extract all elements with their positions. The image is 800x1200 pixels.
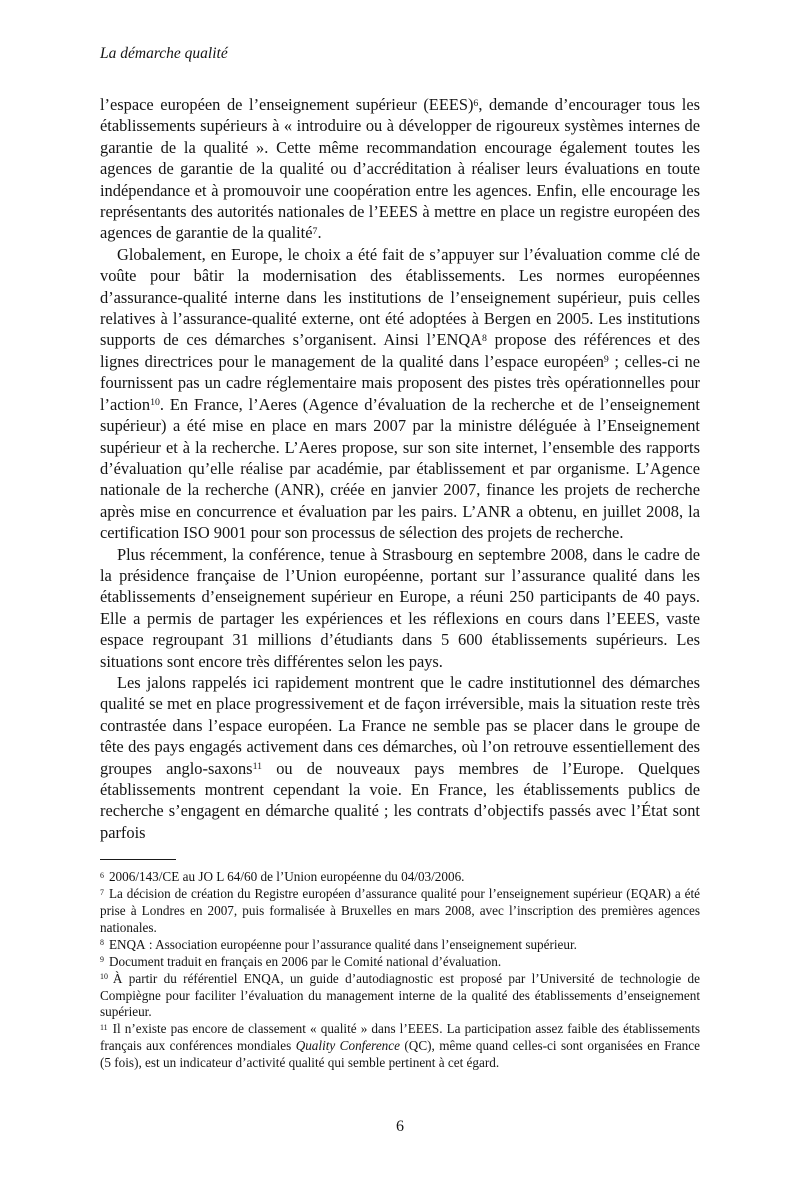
footnote-ref: 6 xyxy=(473,97,479,109)
footnote-number: 10 xyxy=(100,972,108,982)
paragraph: l’espace européen de l’enseignement supérieur (EEES)$^6$, demande d’encourager tous les établissements supérieurs à « introduire ou à développer de rigoureux systèmes internes de garantie de la qualité ». Cette même recommandation encourage également toutes les agences de garantie de la qualité ou d’accréditation à réaliser leurs évaluations en toute indépendance et à promouvoir une coopération entre les agences. Enfin, elle encourage les représentants des autorités nationales de l’EEES à mettre en place un registre européen des agences de garantie de la qualité$^7$. xyxy=(100,95,700,243)
footnote-number: 6 xyxy=(100,870,104,880)
footnote-number: 11 xyxy=(100,1022,108,1032)
footnote-ref: 8 xyxy=(482,333,487,345)
italic-text: Quality Conference xyxy=(295,1038,400,1054)
footnote-number: 9 xyxy=(100,955,104,965)
footnote: $^7$ La décision de création du Registre européen d’assurance qualité pour l’enseignement supérieur (EQAR) a été prise à Londres en 2007, puis formalisée à Bruxelles en mars 2008, avec l’inscription des premières agences nationales. xyxy=(100,886,700,935)
footnote: $^{11}$ Il n’existe pas encore de classement « qualité » dans l’EEES. La participation assez faible des établissements français aux conférences mondiales Quality Conference (QC), même quand celles-ci sont organisées en France (5 fois), est un indicateur d’activité qualité qui semble pertinent à cet égard. xyxy=(100,1021,700,1071)
footnote-separator-rule xyxy=(100,859,176,860)
footnote-ref: 7 xyxy=(312,226,318,238)
footnote-number: 7 xyxy=(100,887,104,897)
paragraph: Plus récemment, la conférence, tenue à Strasbourg en septembre 2008, dans le cadre de la présidence française de l’Union européenne, portant sur l’assurance qualité dans les établissements d’enseignement supérieur en Europe, a réuni 250 participants de 40 pays. Elle a permis de partager les expériences et les réflexions en cours dans l’EEES, vaste espace regroupant 31 millions d’étudiants dans 5 600 établissements supérieurs. Les situations sont encore très différentes selon les pays. xyxy=(100,544,700,671)
footnote-number: 8 xyxy=(100,938,104,948)
paragraph: Les jalons rappelés ici rapidement montrent que le cadre institutionnel des démarches qualité se met en place progressivement et de façon irréversible, mais la situation reste très contrastée dans l’espace européen. La France ne semble pas se placer dans le groupe de tête des pays engagés activement dans ces démarches, où l’on retrouve essentiellement des groupes anglo-saxons$^{11}$ ou de nouveaux pays membres de l’Europe. Quelques établissements montrent cependant la voie. En France, les établissements publics de recherche s’engagent en démarche qualité ; les contrats d’objectifs passés avec l’État sont parfois xyxy=(100,672,701,842)
footnote: $^{10}$ À partir du référentiel ENQA, un guide d’autodiagnostic est proposé par l’Université de technologie de Compiègne pour faciliter l’évaluation du management interne de la qualité des établissements d’enseignement supérieur. xyxy=(100,970,700,1020)
footnote-ref: 11 xyxy=(252,761,263,773)
body-text xyxy=(100,94,700,843)
page-number: 6 xyxy=(396,1118,404,1135)
running-head: La démarche qualité xyxy=(100,45,228,62)
footnote-list xyxy=(100,869,700,1072)
paragraph: Globalement, en Europe, le choix a été fait de s’appuyer sur l’évaluation comme clé de voûte pour bâtir la modernisation des établissements. Les normes européennes d’assurance-qualité interne dans les institutions de l’enseignement supérieur, puis celles relatives à l’assurance-qualité externe, ont été adoptées à Bergen en 2005. Les institutions supports de ces démarches s’organisent. Ainsi l’ENQA$^8$ propose des références et des lignes directrices pour le management de la qualité dans l’espace européen$^9$ ; celles-ci ne fournissent pas un cadre réglementaire mais proposent des pistes très opérationnelles pour l’action$^{10}$. En France, l’Aeres (Agence d’évaluation de la recherche et de l’enseignement supérieur) a été mise en place en mars 2007 par la ministre déléguée à l’Enseignement supérieur et à la recherche. L’Aeres propose, sur son site internet, l’ensemble des rapports d’évaluation qu’elle réalise par académie, par établissement et par organisme. L’Agence nationale de la recherche (ANR), créée en janvier 2007, finance les projets de recherche après mise en concurrence et évaluation par les pairs. L’ANR a obtenu, en juillet 2008, la certification ISO 9001 pour son processus de sélection des projets de recherche. xyxy=(100,244,701,543)
footnote: $^8$ ENQA : Association européenne pour l’assurance qualité dans l’enseignement supérieur. xyxy=(100,936,577,952)
footnote-ref: 10 xyxy=(150,397,160,409)
footnote: $^6$ 2006/143/CE au JO L 64/60 de l’Union européenne du 04/03/2006. xyxy=(100,869,465,885)
footnote-ref: 9 xyxy=(603,354,609,366)
footnote: $^9$ Document traduit en français en 2006 par le Comité national d’évaluation. xyxy=(100,953,502,969)
footnotes-section xyxy=(100,859,700,1072)
